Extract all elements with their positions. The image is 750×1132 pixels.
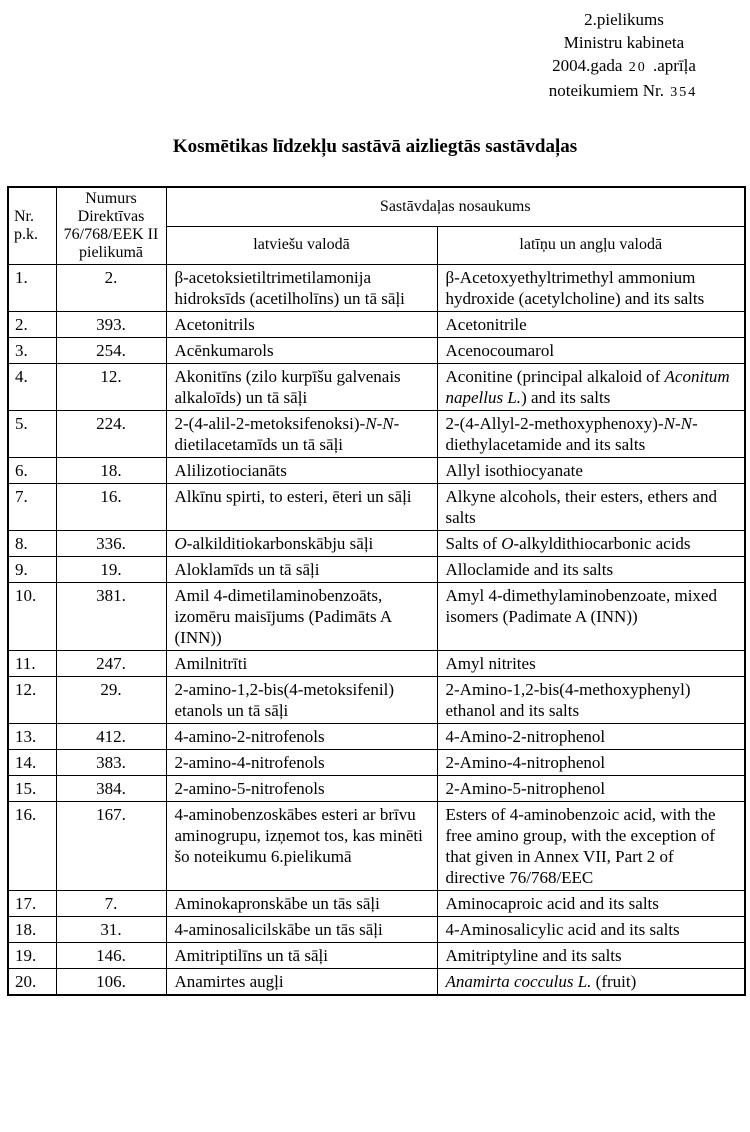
ingredient-name-en — [437, 411, 745, 458]
regulation-number: 354 — [670, 85, 698, 100]
table-body — [8, 265, 745, 996]
row-number: 8. — [8, 531, 56, 557]
directive-number: 16. — [56, 484, 166, 531]
row-number: 16. — [8, 802, 56, 891]
ingredient-name-lv: Aloklamīds un tā sāļi — [166, 557, 437, 583]
directive-number: 254. — [56, 338, 166, 364]
directive-number: 224. — [56, 411, 166, 458]
ingredient-name-lv: Anamirtes augļi — [166, 969, 437, 996]
ingredient-name-en: 2-Amino-1,2-bis(4-methoxyphenyl) ethanol and its salts — [437, 677, 745, 724]
text-segment: O — [174, 534, 187, 553]
ingredient-name-en: Alloclamide and its salts — [437, 557, 745, 583]
table-row — [8, 411, 745, 458]
ingredient-name-en: Amitriptyline and its salts — [437, 943, 745, 969]
table-row — [8, 917, 745, 943]
text-segment: (fruit) — [591, 972, 637, 991]
row-number: 18. — [8, 917, 56, 943]
text-segment: O — [501, 534, 514, 553]
row-number: 4. — [8, 364, 56, 411]
text-segment: ) and its salts — [521, 388, 611, 407]
ingredient-name-en: 4-Aminosalicylic acid and its salts — [437, 917, 745, 943]
ingredient-name-en: Aminocaproic acid and its salts — [437, 891, 745, 917]
text-segment: Anamirta cocculus L. — [445, 972, 592, 991]
directive-number: 167. — [56, 802, 166, 891]
ingredient-name-en: Amyl nitrites — [437, 651, 745, 677]
regulation-prefix: noteikumiem Nr. — [548, 81, 664, 100]
ingredient-name-lv: Amilnitrīti — [166, 651, 437, 677]
ingredient-name-lv: Akonitīns (zilo kurpīšu galvenais alkaloīds) un tā sāļi — [166, 364, 437, 411]
ingredient-name-en: Alkyne alcohols, their esters, ethers and salts — [437, 484, 745, 531]
ingredient-name-en: 4-Amino-2-nitrophenol — [437, 724, 745, 750]
directive-number: 381. — [56, 583, 166, 651]
column-header-directive: Numurs Direktīvas 76/768/EEK II pielikumā — [56, 187, 166, 265]
ingredient-name-en: Amyl 4-dimethylaminobenzoate, mixed isomers (Padimate A (INN)) — [437, 583, 745, 651]
row-number: 2. — [8, 312, 56, 338]
text-segment: N — [382, 414, 394, 433]
table-row — [8, 750, 745, 776]
directive-number: 29. — [56, 677, 166, 724]
date-line — [504, 54, 744, 79]
row-number: 13. — [8, 724, 56, 750]
ingredient-name-lv: Acetonitrils — [166, 312, 437, 338]
ingredient-name-en: Esters of 4-aminobenzoic acid, with the free amino group, with the exception of that given in Annex VII, Part 2 of directive 76/768/EEC — [437, 802, 745, 891]
ingredient-name-en: Acetonitrile — [437, 312, 745, 338]
ingredient-name-en — [437, 531, 745, 557]
directive-number: 106. — [56, 969, 166, 996]
ingredient-name-lv: Acēnkumarols — [166, 338, 437, 364]
table-row — [8, 651, 745, 677]
ingredient-name-lv: 4-amino-2-nitrofenols — [166, 724, 437, 750]
date-day: 20 — [628, 60, 647, 75]
column-header-ingredient-name: Sastāvdaļas nosaukums — [166, 187, 745, 226]
ingredient-name-lv: Alilizotiocianāts — [166, 458, 437, 484]
issuer-line: Ministru kabineta — [563, 33, 685, 52]
table-row — [8, 943, 745, 969]
table-row — [8, 364, 745, 411]
date-prefix: 2004.gada — [552, 56, 623, 75]
table-row — [8, 969, 745, 996]
text-segment: -alkyldithiocarbonic acids — [513, 534, 691, 553]
directive-number: 383. — [56, 750, 166, 776]
table-head — [8, 187, 745, 265]
row-number: 19. — [8, 943, 56, 969]
text-segment: N-N — [663, 414, 692, 433]
directive-number: 146. — [56, 943, 166, 969]
row-number: 1. — [8, 265, 56, 312]
ingredient-name-en: β-Acetoxyethyltrimethyl ammonium hydroxide (acetylcholine) and its salts — [437, 265, 745, 312]
table-row — [8, 776, 745, 802]
row-number: 7. — [8, 484, 56, 531]
directive-number: 2. — [56, 265, 166, 312]
document-title: Kosmētikas līdzekļu sastāvā aizliegtās sastāvdaļas — [172, 136, 578, 157]
ingredient-name-lv: 2-amino-1,2-bis(4-metoksifenil) etanols un tā sāļi — [166, 677, 437, 724]
directive-number: 19. — [56, 557, 166, 583]
text-segment: -dietilacetamīds un tā sāļi — [174, 414, 400, 454]
directive-number: 336. — [56, 531, 166, 557]
ingredient-name-en — [437, 364, 745, 411]
date-suffix: .aprīļa — [652, 56, 696, 75]
text-segment: Salts of — [445, 534, 502, 553]
row-number: 12. — [8, 677, 56, 724]
column-header-nr: Nr. p.k. — [8, 187, 56, 265]
row-number: 17. — [8, 891, 56, 917]
text-segment: - — [376, 414, 383, 433]
row-number: 10. — [8, 583, 56, 651]
ingredient-name-lv — [166, 411, 437, 458]
table-row — [8, 891, 745, 917]
text-segment: 2-(4-Allyl-2-methoxyphenoxy)- — [445, 414, 664, 433]
column-header-latvian: latviešu valodā — [166, 226, 437, 264]
ingredient-name-lv: 4-aminosalicilskābe un tās sāļi — [166, 917, 437, 943]
row-number: 3. — [8, 338, 56, 364]
ingredient-name-en: Allyl isothiocyanate — [437, 458, 745, 484]
text-segment: 2-(4-alil-2-metoksifenoksi)- — [174, 414, 366, 433]
row-number: 14. — [8, 750, 56, 776]
directive-number: 18. — [56, 458, 166, 484]
table-row — [8, 802, 745, 891]
ingredient-name-lv: 2-amino-4-nitrofenols — [166, 750, 437, 776]
table-row — [8, 338, 745, 364]
table-row — [8, 557, 745, 583]
ingredient-name-en — [437, 969, 745, 996]
text-segment: -diethylacetamide and its salts — [445, 414, 698, 454]
ingredient-name-lv: 4-aminobenzoskābes esteri ar brīvu aminogrupu, izņemot tos, kas minēti šo noteikumu 6.pielikumā — [166, 802, 437, 891]
row-number: 11. — [8, 651, 56, 677]
table-row — [8, 724, 745, 750]
table-row — [8, 265, 745, 312]
directive-number: 7. — [56, 891, 166, 917]
directive-number: 12. — [56, 364, 166, 411]
table-row — [8, 312, 745, 338]
annex-number: 2.pielikums — [584, 10, 664, 29]
table-row — [8, 484, 745, 531]
ingredient-name-lv: Alkīnu spirti, to esteri, ēteri un sāļi — [166, 484, 437, 531]
ingredients-table — [7, 186, 746, 996]
table-row — [8, 583, 745, 651]
row-number: 20. — [8, 969, 56, 996]
table-row — [8, 677, 745, 724]
row-number: 6. — [8, 458, 56, 484]
table-row — [8, 531, 745, 557]
ingredient-name-lv: Amitriptilīns un tā sāļi — [166, 943, 437, 969]
text-segment: -alkilditiokarbonskābju sāļi — [186, 534, 374, 553]
table-row — [8, 458, 745, 484]
text-segment: Aconitine (principal alkaloid of — [445, 367, 665, 386]
row-number: 9. — [8, 557, 56, 583]
row-number: 15. — [8, 776, 56, 802]
directive-number: 393. — [56, 312, 166, 338]
regulation-line — [504, 79, 744, 104]
text-segment: N — [365, 414, 377, 433]
row-number: 5. — [8, 411, 56, 458]
ingredient-name-lv: Amil 4-dimetilaminobenzoāts, izomēru maisījums (Padimāts A (INN)) — [166, 583, 437, 651]
table-header-row-1 — [8, 187, 745, 226]
directive-number: 247. — [56, 651, 166, 677]
directive-number: 31. — [56, 917, 166, 943]
directive-number: 412. — [56, 724, 166, 750]
text-segment: Aconitum napellus L. — [445, 367, 730, 407]
ingredient-name-lv — [166, 531, 437, 557]
ingredient-name-en: Acenocoumarol — [437, 338, 745, 364]
column-header-latin-english: latīņu un angļu valodā — [437, 226, 745, 264]
ingredient-name-en: 2-Amino-5-nitrophenol — [437, 776, 745, 802]
ingredient-name-lv: β-acetoksietiltrimetilamonija hidroksīds (acetilholīns) un tā sāļi — [166, 265, 437, 312]
ingredient-name-lv: Aminokapronskābe un tās sāļi — [166, 891, 437, 917]
directive-number: 384. — [56, 776, 166, 802]
ingredient-name-lv: 2-amino-5-nitrofenols — [166, 776, 437, 802]
annex-header — [504, 8, 744, 104]
ingredient-name-en: 2-Amino-4-nitrophenol — [437, 750, 745, 776]
